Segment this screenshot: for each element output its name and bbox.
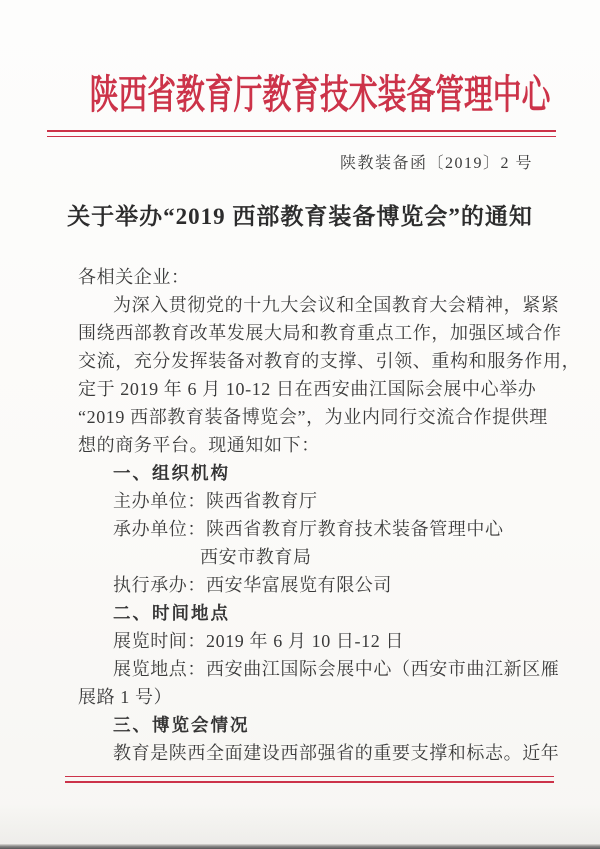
body-line: 围绕西部教育改革发展大局和教育重点工作，加强区域合作: [78, 323, 562, 343]
body-line: 想的商务平台。现通知如下：: [78, 435, 320, 455]
scan-page-edge: [0, 844, 600, 849]
body-line: 交流，充分发挥装备对教育的支撑、引领、重构和服务作用，: [78, 351, 581, 371]
notice-body: [78, 263, 581, 767]
body-line-salutation: 各相关企业：: [78, 267, 190, 287]
letterhead-divider-rule: [47, 130, 556, 137]
body-line-host-unit: 主办单位：陕西省教育厅: [113, 491, 318, 511]
body-line: 教育是陕西全面建设西部强省的重要支撑和标志。近年: [113, 743, 560, 763]
section-heading-expo-overview: 三、博览会情况: [113, 715, 250, 735]
scan-shadow: [0, 804, 600, 844]
section-heading-time-place: 二、时间地点: [113, 603, 230, 623]
notice-title: 关于举办“2019 西部教育装备博览会”的通知: [67, 204, 533, 229]
body-line: “2019 西部教育装备博览会”，为业内同行交流合作提供理: [78, 407, 548, 427]
body-line-organizer-unit: 承办单位：陕西省教育厅教育技术装备管理中心: [113, 519, 504, 539]
footer-divider-rule: [65, 776, 554, 783]
body-line-exhibition-place-2: 展路 1 号）: [78, 687, 173, 707]
letterhead-org-title-text: 陕西省教育厅教育技术装备管理中心: [89, 72, 551, 117]
body-line-executor-unit: 执行承办：西安华富展览有限公司: [113, 575, 392, 595]
body-line: 为深入贯彻党的十九大会议和全国教育大会精神，紧紧: [113, 295, 560, 315]
body-line-organizer-unit-2: 西安市教育局: [200, 547, 312, 567]
letterhead-org-title: [0, 70, 600, 120]
section-heading-organization: 一、组织机构: [113, 463, 230, 483]
body-line: 定于 2019 年 6 月 10-12 日在西安曲江国际会展中心举办: [78, 379, 537, 399]
body-line-exhibition-time: 展览时间：2019 年 6 月 10 日-12 日: [113, 631, 404, 651]
body-line-exhibition-place: 展览地点：西安曲江国际会展中心（西安市曲江新区雁: [113, 659, 560, 679]
document-number: 陕教装备函〔2019〕2 号: [339, 155, 533, 172]
